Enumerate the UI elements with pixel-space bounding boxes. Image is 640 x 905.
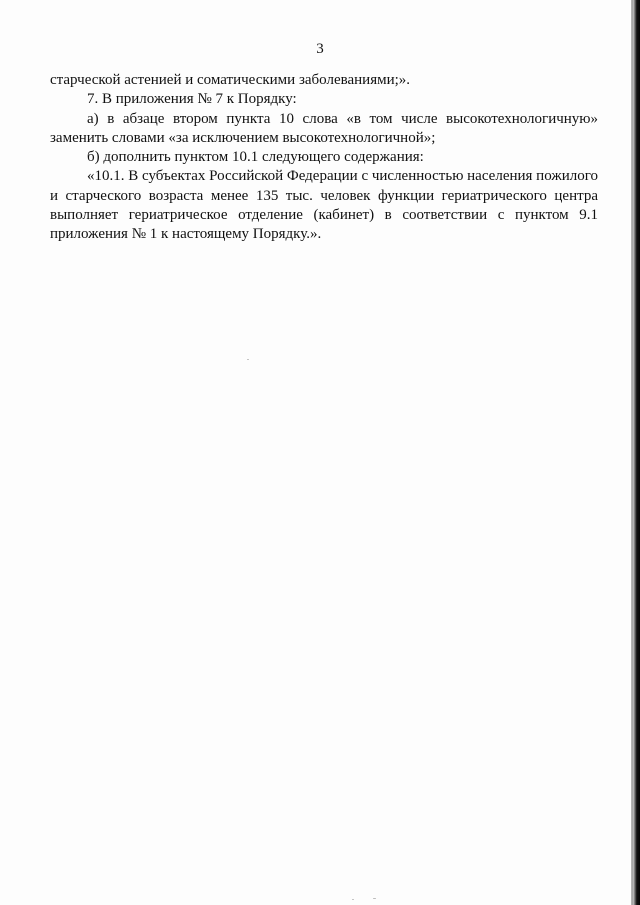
paragraph-subitem-a: а) в абзаце втором пункта 10 слова «в том числе высокотехнологичную» заменить словами «за исключением высокотехнологичной»;	[50, 110, 598, 146]
scan-border-edge	[632, 0, 640, 905]
document-body	[50, 71, 598, 245]
paragraph-continuation: старческой астенией и соматическими заболеваниями;».	[50, 72, 411, 88]
paragraph-subitem-b: б) дополнить пунктом 10.1 следующего содержания:	[87, 149, 424, 166]
paragraph-item-7: 7. В приложения № 7 к Порядку:	[87, 91, 297, 108]
paragraph-clause-10-1: «10.1. В субъектах Российской Федерации с численностью населения пожилого и старческого возраста менее 135 тыс. человек функции гериатрического центра выполняет гериатрическое отделение (кабинет) в соответствии с пунктом 9.1 приложения № 1 к настоящему Порядку.».	[50, 168, 598, 243]
scan-speck	[373, 898, 376, 899]
scan-border-shadow	[631, 0, 633, 905]
scan-speck	[247, 359, 249, 360]
scan-speck	[352, 899, 354, 900]
page-number: 3	[316, 41, 324, 57]
